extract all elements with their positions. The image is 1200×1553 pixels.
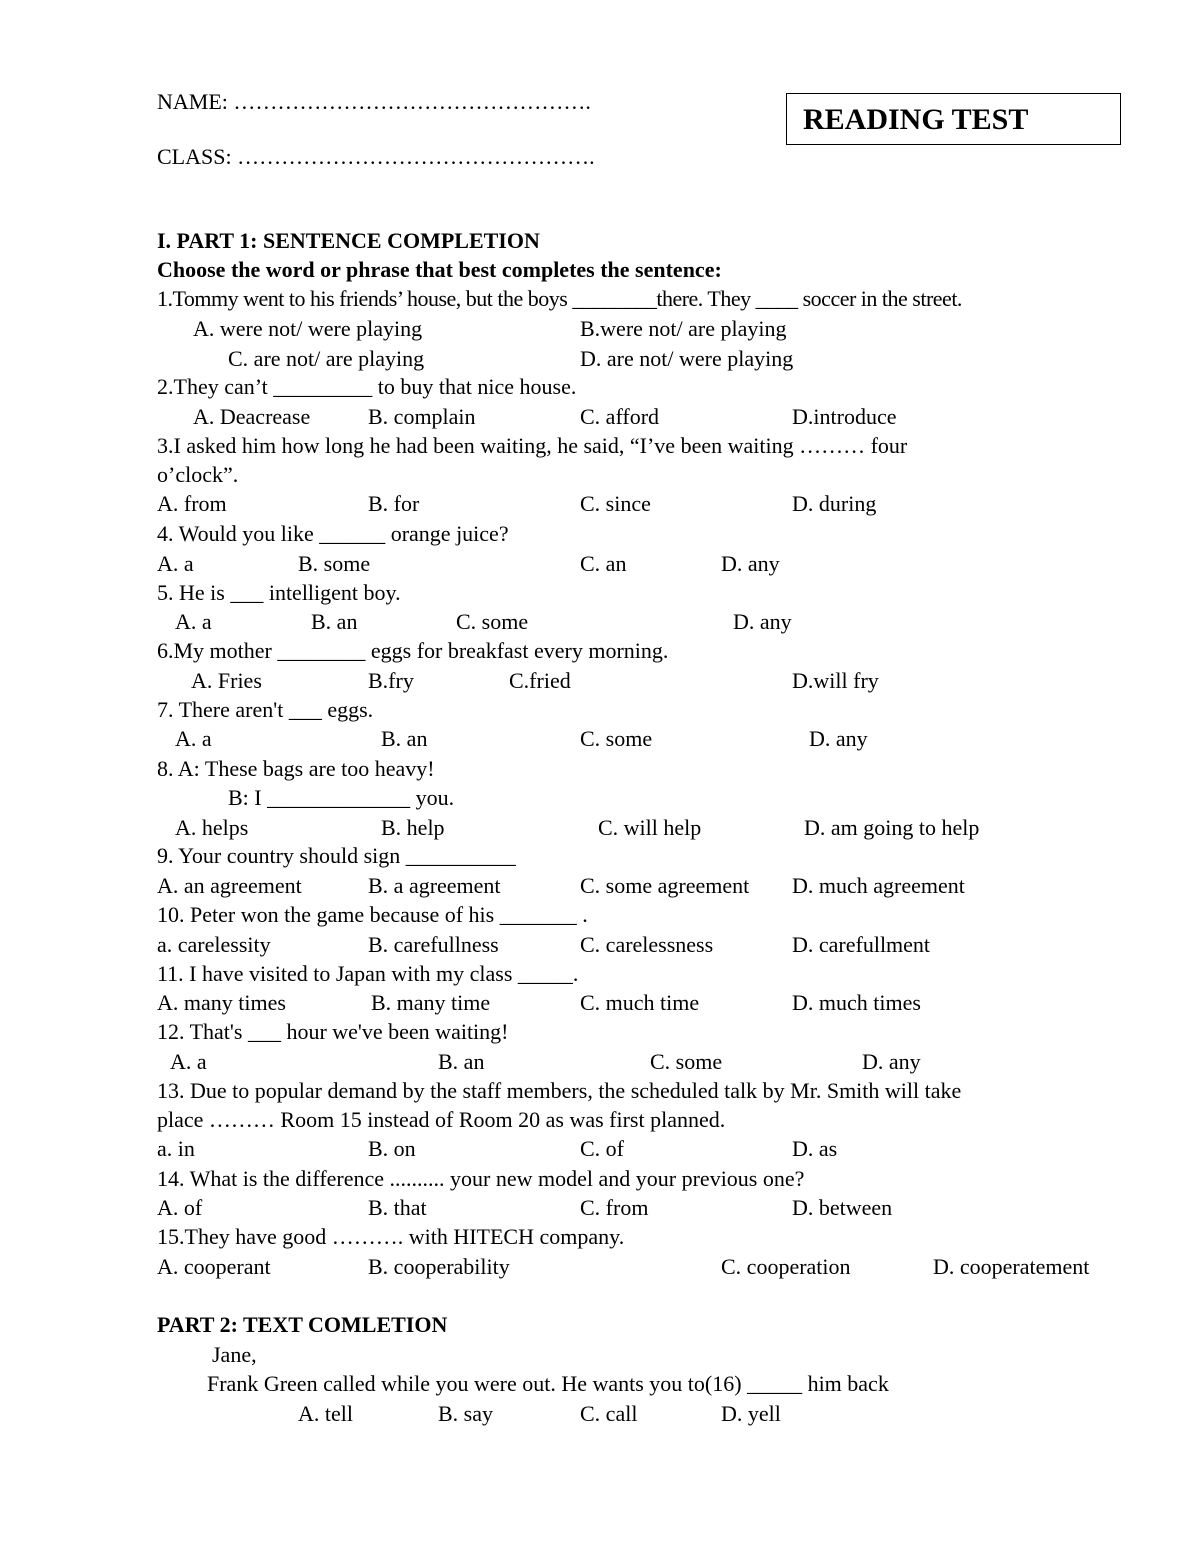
question-11-option-b: B. many time (371, 990, 491, 1015)
question-9-stem: 9. Your country should sign __________ (157, 843, 516, 868)
question-8-option-a: A. helps (175, 815, 249, 840)
question-13-option-a: a. in (157, 1136, 195, 1161)
question-14-stem: 14. What is the difference .......... your new model and your previous one? (157, 1166, 805, 1191)
question-13-option-d: D. as (792, 1136, 838, 1161)
question-9-option-a: A. an agreement (157, 873, 302, 898)
question-10-stem: 10. Peter won the game because of his _______ . (157, 902, 588, 927)
question-7-option-b: B. an (381, 726, 428, 751)
question-3-option-c: C. since (580, 491, 651, 516)
question-2-stem: 2.They can’t _________ to buy that nice house. (157, 374, 577, 399)
question-15-option-d: D. cooperatement (933, 1254, 1090, 1279)
question-1-option-d: D. are not/ were playing (580, 346, 794, 371)
question-13-stem-line1: 13. Due to popular demand by the staff members, the scheduled talk by Mr. Smith will take (157, 1078, 962, 1103)
question-12-option-c: C. some (650, 1049, 723, 1074)
part2-heading: PART 2: TEXT COMLETION (157, 1312, 448, 1337)
question-8-stem-line2: B: I _____________ you. (228, 785, 455, 810)
question-1-stem: 1.Tommy went to his friends’ house, but the boys ________there. They ____ soccer in the street. (157, 286, 962, 311)
question-1-option-b: B.were not/ are playing (580, 316, 787, 341)
question-8-option-d: D. am going to help (804, 815, 980, 840)
question-4-stem: 4. Would you like ______ orange juice? (157, 521, 509, 546)
question-11-option-d: D. much times (792, 990, 921, 1015)
question-4-option-c: C. an (580, 551, 627, 576)
question-16-option-c: C. call (580, 1401, 638, 1426)
question-10-option-d: D. carefullment (792, 932, 931, 957)
question-6-stem: 6.My mother ________ eggs for breakfast every morning. (157, 638, 669, 663)
question-15-stem: 15.They have good ………. with HITECH company. (157, 1224, 625, 1249)
question-6-option-c: C.fried (509, 668, 571, 693)
question-3-option-a: A. from (157, 491, 227, 516)
question-2-option-d: D.introduce (792, 404, 897, 429)
question-4-option-b: B. some (298, 551, 371, 576)
question-7-option-a: A. a (175, 726, 212, 751)
question-7-stem: 7. There aren't ___ eggs. (157, 697, 374, 722)
question-3-stem-line1: 3.I asked him how long he had been waiting, he said, “I’ve been waiting ……… four (157, 433, 908, 458)
question-10-option-c: C. carelessness (580, 932, 714, 957)
part1-instruction: Choose the word or phrase that best completes the sentence: (157, 257, 722, 282)
question-2-option-a: A. Deacrease (193, 404, 311, 429)
question-16-option-b: B. say (438, 1401, 493, 1426)
question-13-option-b: B. on (368, 1136, 416, 1161)
question-8-option-c: C. will help (598, 815, 702, 840)
question-6-option-b: B.fry (368, 668, 414, 693)
question-3-stem-line2: o’clock”. (157, 462, 239, 487)
question-6-option-a: A. Fries (191, 668, 262, 693)
question-12-option-b: B. an (438, 1049, 485, 1074)
question-1-option-a: A. were not/ were playing (193, 316, 423, 341)
question-9-option-b: B. a agreement (368, 873, 501, 898)
question-10-option-b: B. carefullness (368, 932, 499, 957)
question-10-option-a: a. carelessity (157, 932, 271, 957)
name-field-line: NAME: …………………………………………. (157, 89, 591, 114)
question-14-option-c: C. from (580, 1195, 649, 1220)
question-11-option-c: C. much time (580, 990, 700, 1015)
question-3-option-b: B. for (368, 491, 420, 516)
question-16-option-d: D. yell (721, 1401, 781, 1426)
question-12-stem: 12. That's ___ hour we've been waiting! (157, 1019, 509, 1044)
class-field-line: CLASS: …………………………………………. (157, 144, 595, 169)
question-12-option-d: D. any (862, 1049, 921, 1074)
question-14-option-b: B. that (368, 1195, 427, 1220)
question-5-stem: 5. He is ___ intelligent boy. (157, 580, 401, 605)
question-5-option-d: D. any (733, 609, 792, 634)
question-5-option-b: B. an (311, 609, 358, 634)
question-15-option-b: B. cooperability (368, 1254, 510, 1279)
question-6-option-d: D.will fry (792, 668, 879, 693)
letter-salutation: Jane, (212, 1342, 257, 1367)
question-13-option-c: C. of (580, 1136, 624, 1161)
question-13-stem-line2: place ……… Room 15 instead of Room 20 as was first planned. (157, 1107, 726, 1132)
question-14-option-a: A. of (157, 1195, 203, 1220)
part1-heading: I. PART 1: SENTENCE COMPLETION (157, 228, 540, 253)
letter-line-1: Frank Green called while you were out. He wants you to(16) _____ him back (207, 1371, 889, 1396)
question-16-option-a: A. tell (298, 1401, 353, 1426)
question-11-stem: 11. I have visited to Japan with my class _____. (157, 961, 579, 986)
question-14-option-d: D. between (792, 1195, 893, 1220)
question-9-option-c: C. some agreement (580, 873, 750, 898)
question-4-option-d: D. any (721, 551, 780, 576)
question-15-option-a: A. cooperant (157, 1254, 271, 1279)
question-3-option-d: D. during (792, 491, 877, 516)
question-5-option-a: A. a (175, 609, 212, 634)
test-title: READING TEST (803, 103, 1029, 136)
question-1-option-c: C. are not/ are playing (228, 346, 425, 371)
question-8-option-b: B. help (381, 815, 445, 840)
question-7-option-c: C. some (580, 726, 653, 751)
question-2-option-b: B. complain (368, 404, 476, 429)
question-12-option-a: A. a (170, 1049, 207, 1074)
test-title-box (786, 93, 1121, 145)
question-9-option-d: D. much agreement (792, 873, 965, 898)
question-5-option-c: C. some (456, 609, 529, 634)
question-2-option-c: C. afford (580, 404, 660, 429)
question-15-option-c: C. cooperation (721, 1254, 851, 1279)
question-11-option-a: A. many times (157, 990, 286, 1015)
question-4-option-a: A. a (157, 551, 194, 576)
question-7-option-d: D. any (809, 726, 868, 751)
question-8-stem-line1: 8. A: These bags are too heavy! (157, 756, 435, 781)
